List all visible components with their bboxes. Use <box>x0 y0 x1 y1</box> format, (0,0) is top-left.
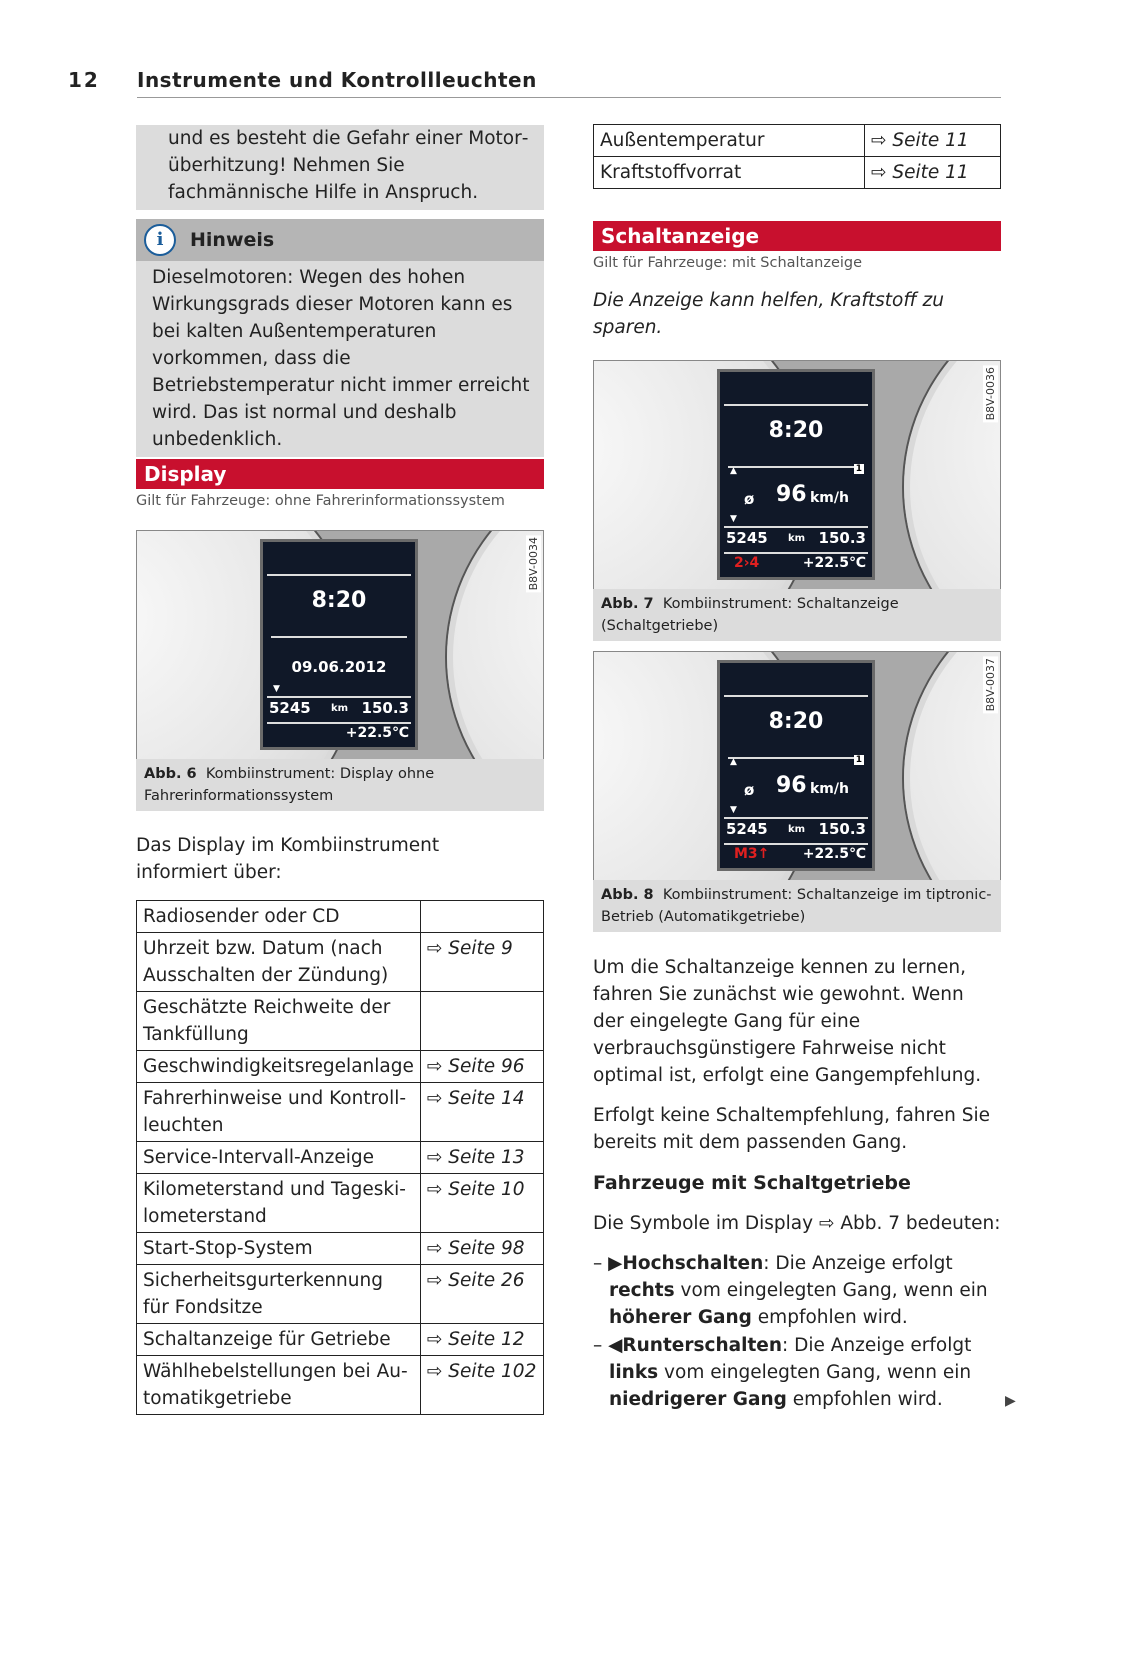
note-title: Hinweis <box>190 229 275 251</box>
figure-label: Abb. 7 <box>601 596 654 612</box>
caption-text: Kombiinstrument: Display ohne Fahrerinformationssystem <box>144 766 435 804</box>
display-speed-unit: km/h <box>810 781 849 797</box>
display-info-table <box>136 900 544 1415</box>
page-header-title: Instrumente und Kontrollleuchten <box>137 68 537 92</box>
caption-text: Kombiinstrument: Schaltanzeige im tiptronic-Betrieb (Automatikgetriebe) <box>601 887 992 925</box>
figure-fig8 <box>593 651 1001 881</box>
page-reference-link[interactable]: ⇨ Seite 9 <box>420 933 543 992</box>
display-temp: +22.5℃ <box>802 846 866 862</box>
display-speed-unit: km/h <box>810 490 849 506</box>
figure-6 <box>136 530 544 760</box>
table-row <box>137 1142 544 1174</box>
note-body: Dieselmotoren: Wegen des hohen Wirkungsgrads dieser Motoren kann es bei kalten Außentemperaturen vorkommen, dass die Betriebstemperatur nicht immer erreicht wird. Das ist normal und deshalb unbedenklich. <box>152 267 530 450</box>
page-reference-link[interactable] <box>420 992 543 1051</box>
table-row <box>137 1356 544 1415</box>
display-trip: 150.3 <box>361 699 409 717</box>
table-row <box>137 1174 544 1233</box>
figure-code: B8V-0036 <box>984 367 997 421</box>
figure-fig7 <box>593 360 1001 590</box>
figure-caption <box>593 880 1001 932</box>
table-row <box>137 1265 544 1324</box>
table-item: Kraftstoffvorrat <box>594 157 865 189</box>
display-section <box>136 459 544 509</box>
figure-6-caption <box>136 759 544 811</box>
page-reference-link[interactable]: ⇨ Seite 98 <box>420 1233 543 1265</box>
table-item: Start-Stop-System <box>137 1233 421 1265</box>
right-top-table <box>593 124 1001 189</box>
display-time: 8:20 <box>311 588 367 613</box>
page-number: 12 <box>68 68 100 92</box>
figure-label: Abb. 8 <box>601 887 654 903</box>
display-time: 8:20 <box>768 709 824 734</box>
table-row <box>137 1083 544 1142</box>
lead-text: Die Anzeige kann helfen, Kraftstoff zu sparen. <box>593 290 944 338</box>
table-row <box>137 992 544 1051</box>
table-item: Radiosender oder CD <box>137 901 421 933</box>
table-row <box>594 125 1001 157</box>
page-reference-link[interactable]: ⇨ Seite 14 <box>420 1083 543 1142</box>
table-item: Uhrzeit bzw. Datum (nach Ausschalten der Zündung) <box>137 933 421 992</box>
table-row <box>137 933 544 992</box>
page-reference-link[interactable]: ⇨ Seite 26 <box>420 1265 543 1324</box>
table-item: Schaltanzeige für Getriebe <box>137 1324 421 1356</box>
average-icon: ø <box>744 490 755 508</box>
note-box <box>136 219 544 457</box>
figure-label: Abb. 6 <box>144 766 197 782</box>
paragraph-2: Erfolgt keine Schaltempfehlung, fahren Sie bereits mit dem passenden Gang. <box>593 1105 990 1153</box>
section-applies: Gilt für Fahrzeuge: mit Schaltanzeige <box>593 255 863 271</box>
page-reference-link[interactable]: ⇨ Seite 11 <box>865 125 1001 157</box>
table-item: Außentemperatur <box>594 125 865 157</box>
table-row <box>137 901 544 933</box>
paragraph-3: Die Symbole im Display ⇨ Abb. 7 bedeuten: <box>593 1213 1001 1234</box>
page-reference-link[interactable]: ⇨ Seite 12 <box>420 1324 543 1356</box>
figure-caption <box>593 589 1001 641</box>
table-item: Wählhebelstellungen bei Automatikgetriebe <box>137 1356 421 1415</box>
gear-recommendation: 2›4 <box>734 555 760 571</box>
display-speed: 96 <box>776 482 807 507</box>
average-icon: ø <box>744 781 755 799</box>
schaltanzeige-section <box>593 221 1001 271</box>
figure-code: B8V-0034 <box>527 537 540 591</box>
subheading: Fahrzeuge mit Schaltgetriebe <box>593 1172 911 1194</box>
page-reference-link[interactable]: ⇨ Seite 11 <box>865 157 1001 189</box>
warning-continuation: und es besteht die Gefahr einer Motorüberhitzung! Nehmen Sie fachmännische Hilfe in Anspruch. <box>136 125 544 210</box>
figure-code: B8V-0037 <box>984 658 997 712</box>
caption-text: Kombiinstrument: Schaltanzeige (Schaltgetriebe) <box>601 596 899 634</box>
display-speed: 96 <box>776 773 807 798</box>
table-row <box>137 1233 544 1265</box>
page-reference-link[interactable]: ⇨ Seite 13 <box>420 1142 543 1174</box>
instrument-display: 8:20 ▲ 1 ø 96 km/h ▼ 5245 km 150.3 M3↑ +22.5℃ <box>717 660 875 871</box>
arrow-right-icon: ▶ <box>608 1253 623 1274</box>
table-item: Fahrerhinweise und Kontrollleuchten <box>137 1083 421 1142</box>
arrow-left-icon: ◀ <box>608 1335 623 1356</box>
display-km-unit: km <box>331 703 349 714</box>
page-reference-link[interactable]: ⇨ Seite 10 <box>420 1174 543 1233</box>
instrument-display: 8:20 ▲ 1 ø 96 km/h ▼ 5245 km 150.3 2›4 +22.5℃ <box>717 369 875 580</box>
table-item: Service-Intervall-Anzeige <box>137 1142 421 1174</box>
display-badge: 1 <box>855 464 862 474</box>
section-applies: Gilt für Fahrzeuge: ohne Fahrerinformationssystem <box>136 493 505 509</box>
display-time: 8:20 <box>768 418 824 443</box>
display-trip: 150.3 <box>818 529 866 547</box>
intro-text: Das Display im Kombiinstrument informiert über: <box>136 835 440 883</box>
table-item: Geschwindigkeitsregelanlage <box>137 1051 421 1083</box>
display-date: 09.06.2012 <box>291 658 387 676</box>
display-odometer: 5245 <box>726 820 768 838</box>
display-odometer: 5245 <box>269 699 311 717</box>
continue-arrow-icon: ▶ <box>1005 1393 1016 1409</box>
display-temp: +22.5℃ <box>345 725 409 741</box>
table-row <box>594 157 1001 189</box>
page-reference-link[interactable]: ⇨ Seite 96 <box>420 1051 543 1083</box>
display-odometer: 5245 <box>726 529 768 547</box>
display-badge: 1 <box>855 755 862 765</box>
display-km-unit: km <box>788 533 806 544</box>
bullet-downshift: – ◀Runterschalten: Die Anzeige erfolgt links vom eingelegten Gang, wenn ein niedrigerer Gang empfohlen wird. <box>593 1335 972 1410</box>
gear-recommendation: M3↑ <box>734 846 770 862</box>
page-reference-link[interactable] <box>420 901 543 933</box>
display-trip: 150.3 <box>818 820 866 838</box>
bullet-upshift: – ▶Hochschalten: Die Anzeige erfolgt rechts vom eingelegten Gang, wenn ein höherer Gang empfohlen wird. <box>593 1253 988 1328</box>
section-title: Display <box>136 459 544 489</box>
table-item: Kilometerstand und Tageskilometerstand <box>137 1174 421 1233</box>
display-km-unit: km <box>788 824 806 835</box>
page-reference-link[interactable]: ⇨ Seite 102 <box>420 1356 543 1415</box>
table-item: Sicherheitsgurterkennung für Fondsitze <box>137 1265 421 1324</box>
paragraph-1: Um die Schaltanzeige kennen zu lernen, fahren Sie zunächst wie gewohnt. Wenn der eingelegte Gang für eine verbrauchsgünstigere Fahrweise nicht optimal ist, erfolgt eine Gangempfehlung. <box>593 957 982 1086</box>
header-divider <box>137 97 1001 98</box>
table-row <box>137 1051 544 1083</box>
table-row <box>137 1324 544 1356</box>
instrument-display: 8:20 09.06.2012 ▼ 5245 km 150.3 +22.5℃ <box>260 539 418 750</box>
section-title: Schaltanzeige <box>593 221 1001 251</box>
table-item: Geschätzte Reichweite der Tankfüllung <box>137 992 421 1051</box>
display-temp: +22.5℃ <box>802 555 866 571</box>
info-icon: i <box>144 224 176 256</box>
